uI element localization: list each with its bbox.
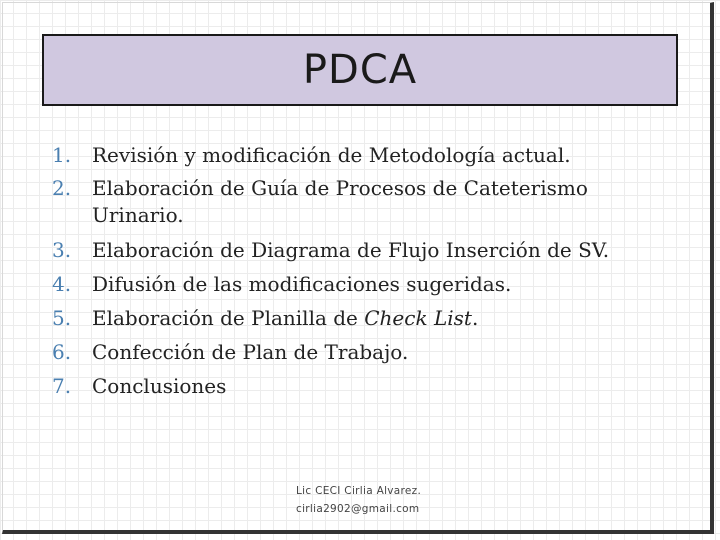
list-item [52, 335, 672, 369]
list-number: 5. [52, 306, 72, 330]
slide-title: PDCA [302, 47, 418, 93]
list-item [52, 301, 672, 335]
list-number: 3. [52, 238, 72, 262]
footer [296, 482, 421, 518]
list-text: Elaboración de Diagrama de Flujo Inserción de SV. [92, 238, 610, 262]
list-item [52, 172, 672, 233]
numbered-list [52, 138, 672, 403]
list-text-italic: Check List [364, 306, 472, 330]
list-text-part: . [471, 306, 479, 330]
list-text-part: Elaboración de Planilla de [92, 306, 365, 330]
list-number: 2. [52, 176, 72, 200]
list-item [52, 138, 672, 172]
list-text: Elaboración de Guía de Procesos de Cateterismo Urinario. [92, 176, 588, 227]
footer-author: Lic CECI Cirlia Alvarez. [296, 485, 422, 497]
list-number: 7. [52, 374, 72, 398]
list-number: 1. [52, 143, 72, 167]
list-number: 4. [52, 272, 72, 296]
list-text [92, 301, 478, 335]
list-item [52, 233, 672, 267]
footer-email: cirlia2902@gmail.com [296, 503, 420, 515]
list-number: 6. [52, 340, 72, 364]
list-text: Conclusiones [92, 374, 227, 398]
list-text: Difusión de las modificaciones sugeridas. [92, 272, 512, 296]
list-item [52, 267, 672, 301]
title-box [42, 34, 678, 106]
list-item [52, 369, 672, 403]
list-text: Revisión y modificación de Metodología actual. [92, 143, 571, 167]
list-text: Confección de Plan de Trabajo. [92, 340, 409, 364]
